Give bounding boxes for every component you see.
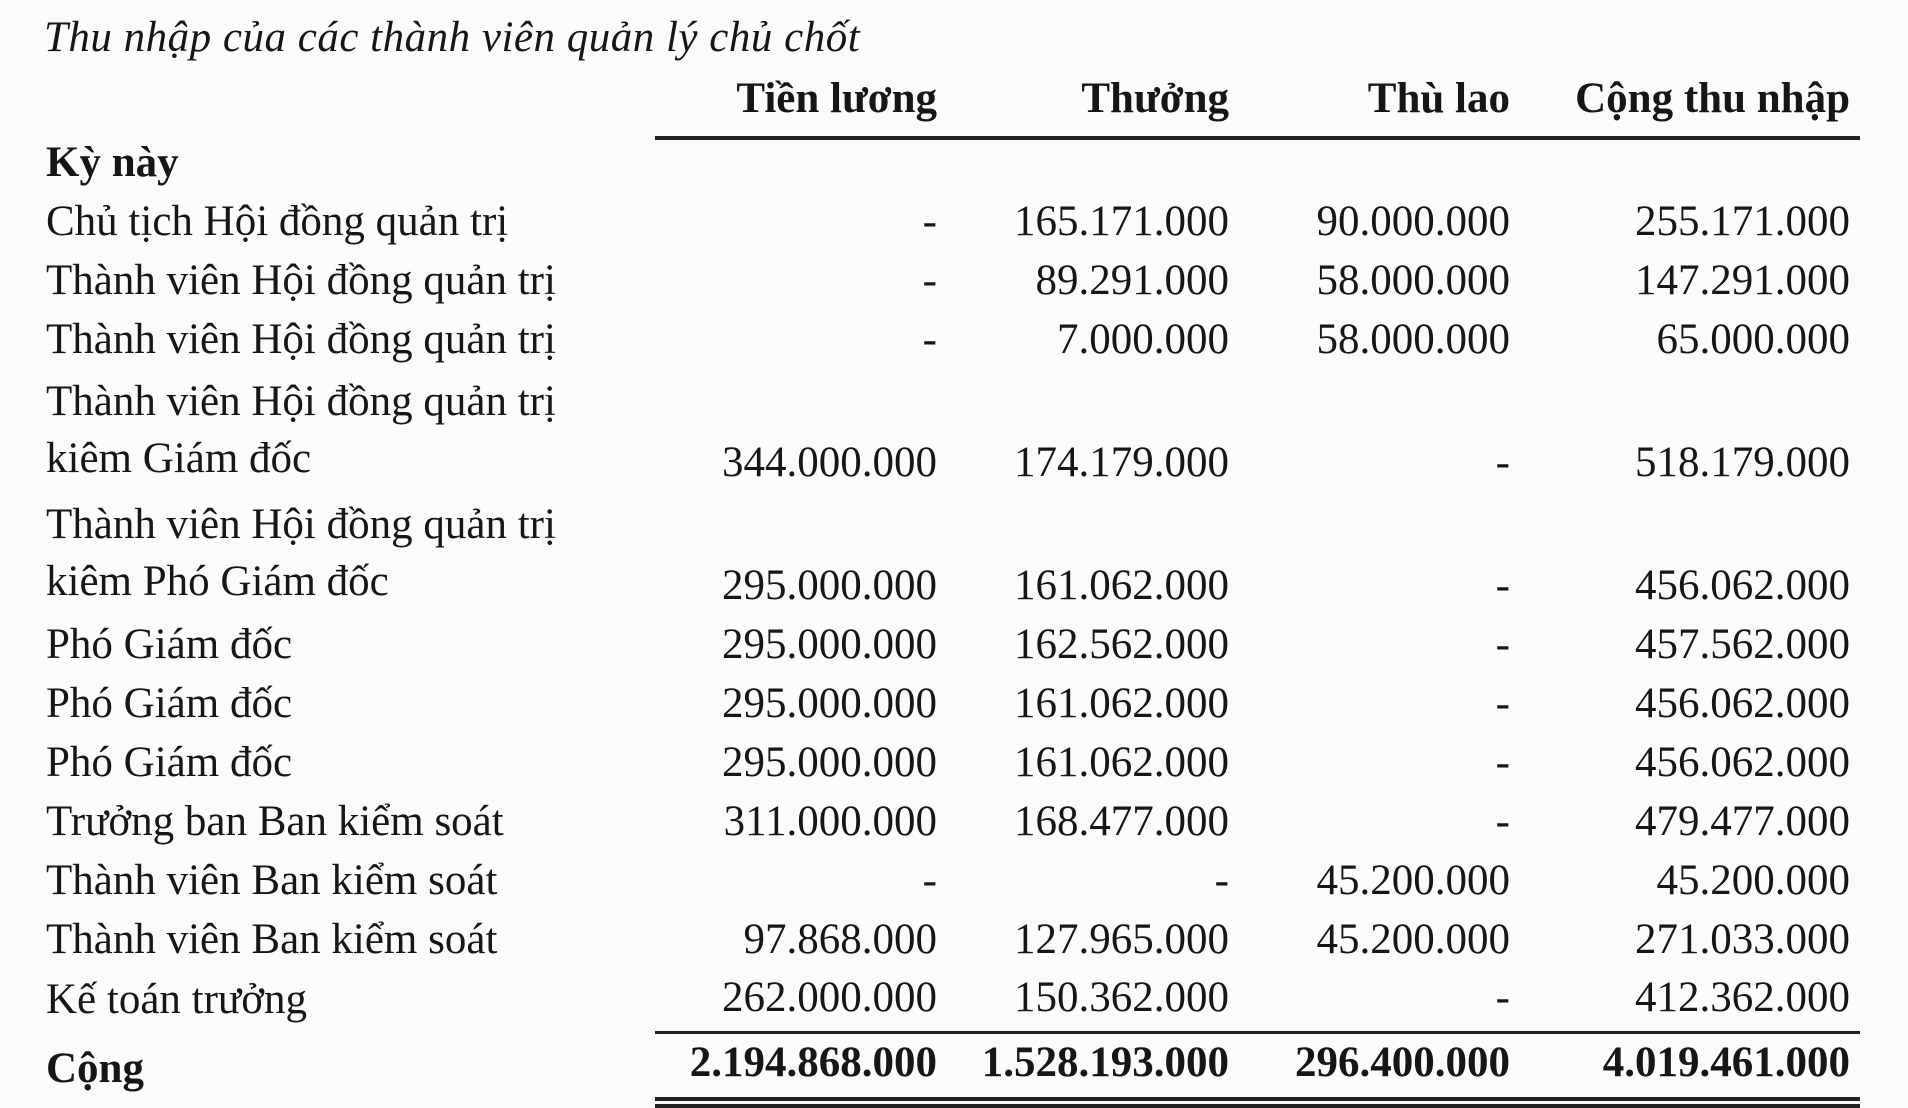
total-income-cell: 518.179.000 <box>1635 439 1850 486</box>
total-income-cell: 65.000.000 <box>1656 316 1850 363</box>
salary-cell: - <box>922 857 937 904</box>
bonus-cell: 165.171.000 <box>1014 198 1229 245</box>
row-label-line1: Thành viên Hội đồng quản trị <box>46 501 556 548</box>
section-row <box>38 138 1860 196</box>
fee-cell: - <box>1495 798 1510 845</box>
document-page <box>0 14 1908 1092</box>
row-label: Phó Giám đốc <box>46 621 293 668</box>
row-label: Thành viên Ban kiểm soát <box>46 857 498 904</box>
total-income-cell: 147.291.000 <box>1635 257 1850 304</box>
row-label <box>38 496 655 619</box>
salary-cell: 295.000.000 <box>722 621 937 668</box>
table-row <box>38 496 1860 619</box>
bonus-cell: 161.062.000 <box>1014 739 1229 786</box>
fee-cell: - <box>1495 562 1510 609</box>
row-label <box>38 373 655 496</box>
row-label: Thành viên Hội đồng quản trị <box>46 316 556 363</box>
fee-cell: - <box>1495 680 1510 727</box>
row-label: Chủ tịch Hội đồng quản trị <box>46 198 509 245</box>
salary-cell: 97.868.000 <box>743 916 937 963</box>
table-row <box>38 373 1860 496</box>
bonus-cell: 161.062.000 <box>1014 562 1229 609</box>
salary-cell: 262.000.000 <box>722 974 937 1021</box>
total-income-cell: 479.477.000 <box>1635 798 1850 845</box>
row-label-line2: kiêm Phó Giám đốc <box>46 558 389 605</box>
bonus-cell: 150.362.000 <box>1014 974 1229 1021</box>
bonus-cell: 161.062.000 <box>1014 680 1229 727</box>
header-empty <box>38 72 655 138</box>
section-label-ky-nay: Kỳ này <box>46 139 179 186</box>
fee-cell: 58.000.000 <box>1316 316 1510 363</box>
column-header-bonus: Thưởng <box>947 72 1239 138</box>
table-row <box>38 855 1860 914</box>
table-row <box>38 914 1860 973</box>
column-header-salary: Tiền lương <box>655 72 947 138</box>
salary-cell: - <box>922 198 937 245</box>
fee-cell: 45.200.000 <box>1316 916 1510 963</box>
table-row <box>38 737 1860 796</box>
total-income-cell: 456.062.000 <box>1635 562 1850 609</box>
salary-cell: 295.000.000 <box>722 739 937 786</box>
fee-cell: 45.200.000 <box>1316 857 1510 904</box>
bonus-cell: 162.562.000 <box>1014 621 1229 668</box>
table-header-row <box>38 72 1860 138</box>
total-salary-cell: 2.194.868.000 <box>655 1033 947 1103</box>
total-income-cell: 271.033.000 <box>1635 916 1850 963</box>
row-label: Kế toán trưởng <box>46 975 307 1023</box>
bonus-cell: 127.965.000 <box>1014 916 1229 963</box>
row-label-line1: Thành viên Hội đồng quản trị <box>46 378 556 425</box>
total-income-cell: 45.200.000 <box>1656 857 1850 904</box>
salary-cell: 295.000.000 <box>722 680 937 727</box>
total-income-cell: 456.062.000 <box>1635 739 1850 786</box>
table-row <box>38 678 1860 737</box>
row-label-line2: kiêm Giám đốc <box>46 435 312 482</box>
total-income-cell: 412.362.000 <box>1635 974 1850 1021</box>
total-income-cell: 255.171.000 <box>1635 198 1850 245</box>
total-income-sum-cell: 4.019.461.000 <box>1520 1033 1860 1103</box>
row-label: Phó Giám đốc <box>46 680 293 727</box>
total-bonus-cell: 1.528.193.000 <box>947 1033 1239 1103</box>
table-row <box>38 973 1860 1033</box>
total-label: Cộng <box>46 1044 144 1092</box>
bonus-cell: 168.477.000 <box>1014 798 1229 845</box>
column-header-total-income: Cộng thu nhập <box>1520 72 1860 138</box>
fee-cell: - <box>1495 621 1510 668</box>
table-row <box>38 796 1860 855</box>
row-label: Phó Giám đốc <box>46 739 293 786</box>
row-label: Trưởng ban Ban kiểm soát <box>46 798 504 845</box>
fee-cell: - <box>1495 439 1510 486</box>
total-fee-cell: 296.400.000 <box>1239 1033 1520 1103</box>
salary-cell: 311.000.000 <box>723 798 937 845</box>
total-income-cell: 456.062.000 <box>1635 680 1850 727</box>
total-income-cell: 457.562.000 <box>1635 621 1850 668</box>
fee-cell: 58.000.000 <box>1316 257 1510 304</box>
salary-cell: - <box>922 257 937 304</box>
salary-cell: 344.000.000 <box>722 439 937 486</box>
salary-cell: - <box>922 316 937 363</box>
bonus-cell: 7.000.000 <box>1057 316 1229 363</box>
fee-cell: 90.000.000 <box>1316 198 1510 245</box>
bonus-cell: - <box>1214 857 1229 904</box>
row-label: Thành viên Ban kiểm soát <box>46 916 498 963</box>
table-row <box>38 196 1860 255</box>
bonus-cell: 174.179.000 <box>1014 439 1229 486</box>
fee-cell: - <box>1495 739 1510 786</box>
fee-cell: - <box>1495 974 1510 1021</box>
salary-cell: 295.000.000 <box>722 562 937 609</box>
bonus-cell: 89.291.000 <box>1035 257 1229 304</box>
table-row <box>38 255 1860 314</box>
document-title: Thu nhập của các thành viên quản lý chủ chốt <box>44 14 861 61</box>
table-row <box>38 314 1860 373</box>
income-table <box>38 72 1860 1108</box>
table-row <box>38 619 1860 678</box>
row-label: Thành viên Hội đồng quản trị <box>46 257 556 304</box>
column-header-fee: Thù lao <box>1239 72 1520 138</box>
